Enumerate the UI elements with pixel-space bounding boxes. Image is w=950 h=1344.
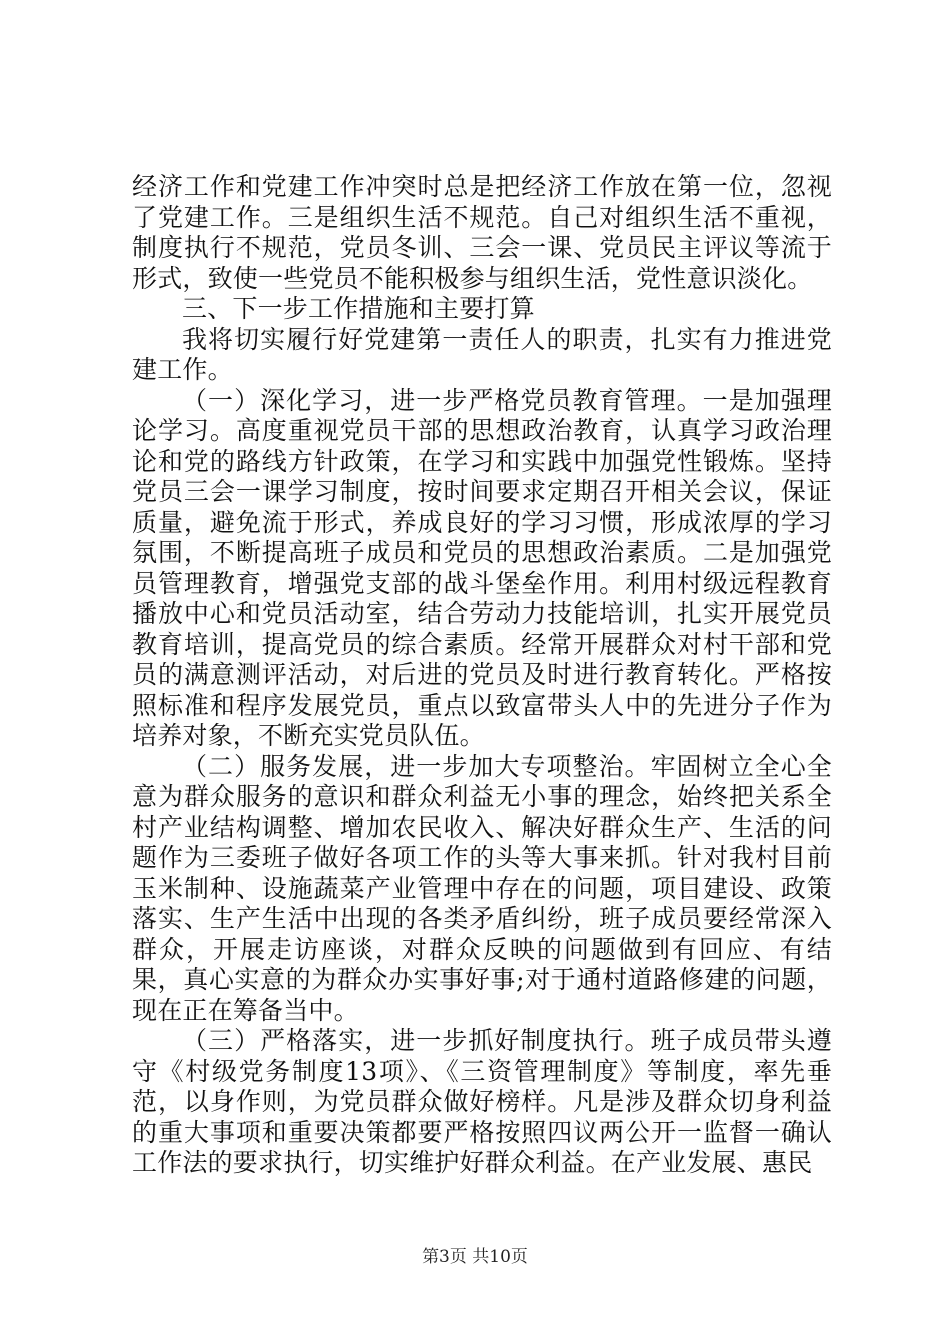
- section-heading: 三、下一步工作措施和主要打算: [182, 294, 535, 323]
- page-number-label: 第3页 共10页: [422, 1247, 528, 1267]
- paragraph-continuation: 经济工作和党建工作冲突时总是把经济工作放在第一位，忽视了党建工作。三是组织生活不规范。自己对组织生活不重视，制度执行不规范，党员冬训、三会一课、党员民主评议等流于形式，致使一些党员不能积极参与组织生活，党性意识淡化。: [132, 172, 832, 293]
- paragraph-intro: 我将切实履行好党建第一责任人的职责，扎实有力推进党建工作。: [132, 324, 832, 384]
- paragraph-item-1: （一）深化学习，进一步严格党员教育管理。一是加强理论学习。高度重视党员干部的思想政治教育，认真学习政治理论和党的路线方针政策，在学习和实践中加强党性锻炼。坚持党员三会一课学习制度，按时间要求定期召开相关会议，保证质量，避免流于形式，养成良好的学习习惯，形成浓厚的学习氛围，不断提高班子成员和党员的思想政治素质。二是加强党员管理教育，增强党支部的战斗堡垒作用。利用村级远程教育播放中心和党员活动室，结合劳动力技能培训，扎实开展党员教育培训，提高党员的综合素质。经常开展群众对村干部和党员的满意测评活动，对后进的党员及时进行教育转化。严格按照标准和程序发展党员，重点以致富带头人中的先进分子作为培养对象，不断充实党员队伍。: [132, 385, 832, 750]
- page-footer: [0, 1242, 950, 1267]
- paragraph-item-3: （三）严格落实，进一步抓好制度执行。班子成员带头遵守《村级党务制度13项》、《三资管理制度》等制度，率先垂范，以身作则，为党员群众做好榜样。凡是涉及群众切身利益的重大事项和重要决策都要严格按照四议两公开一监督一确认工作法的要求执行，切实维护好群众利益。在产业发展、惠民: [132, 1026, 832, 1177]
- document-body: [132, 172, 832, 1179]
- paragraph-item-2: （二）服务发展，进一步加大专项整治。牢固树立全心全意为群众服务的意识和群众利益无小事的理念，始终把关系全村产业结构调整、增加农民收入、解决好群众生产、生活的问题作为三委班子做好各项工作的头等大事来抓。针对我村目前玉米制种、设施蔬菜产业管理中存在的问题，项目建设、政策落实、生产生活中出现的各类矛盾纠纷，班子成员要经常深入群众，开展走访座谈，对群众反映的问题做到有回应、有结果，真心实意的为群众办实事好事;对于通村道路修建的问题，现在正在筹备当中。: [132, 751, 832, 1025]
